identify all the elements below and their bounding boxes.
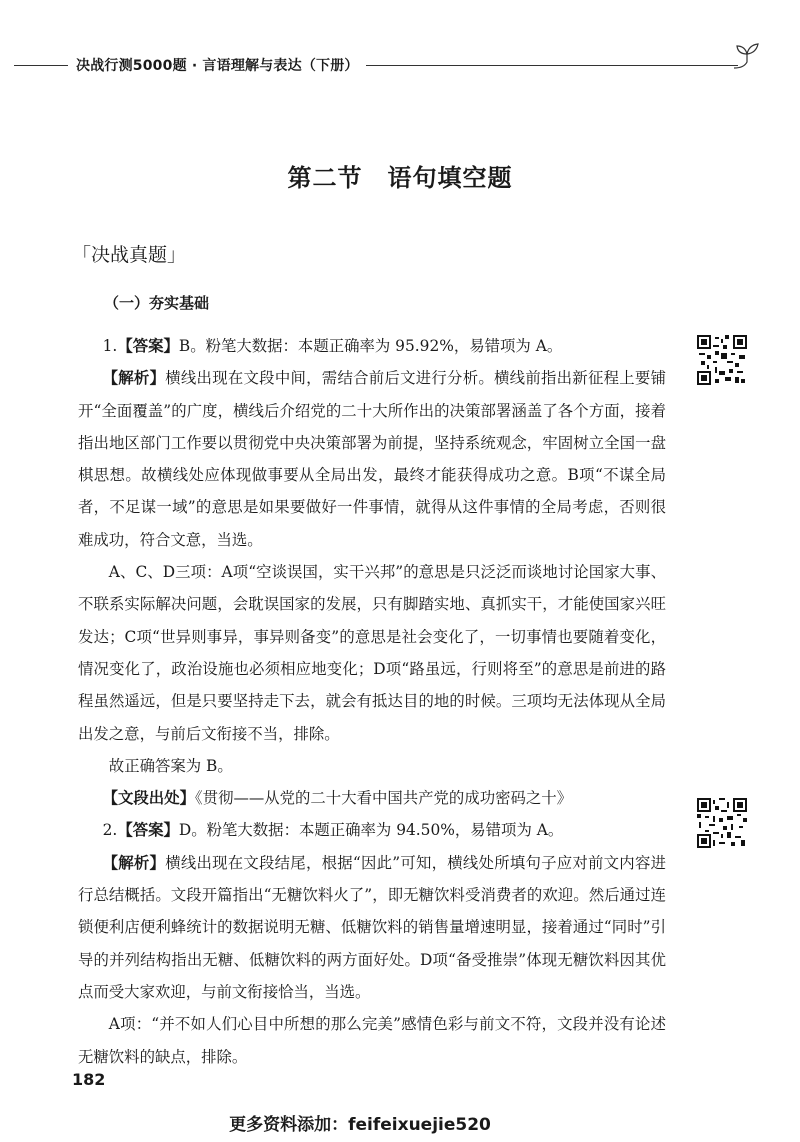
header-title: 决战行测5000题 · 言语理解与表达（下册） bbox=[76, 58, 359, 74]
q1-answer bbox=[78, 330, 666, 362]
q1-number: 1. bbox=[102, 337, 118, 355]
q2-answer bbox=[78, 814, 666, 846]
section-title: 第二节 语句填空题 bbox=[287, 164, 513, 192]
block-heading: 「决战真题」 bbox=[72, 244, 187, 266]
q1-paragraph-2: A、C、D三项：A项“空谈误国，实干兴邦”的意思是只泛泛而谈地讨论国家大事、不联系实际解决问题，会耽误国家的发展，只有脚踏实地、真抓实干，才能使国家兴旺发达；C项“世异则事异，事异则备变”的意思是社会变化了，一切事情也要随着变化，情况变化了，政治设施也必须相应地变化；D项“路虽远，行则将至”的意思是前进的路程虽然遥远，但是只要坚持走下去，就会有抵达目的地的时候。三项均无法体现从全局出发之意，与前后文衔接不当，排除。 bbox=[78, 563, 666, 743]
q1-analysis bbox=[78, 362, 666, 556]
q1-source-tag: 【文段出处】 bbox=[102, 789, 195, 808]
qr-code-icon[interactable] bbox=[697, 335, 747, 385]
q2-answer-text: D。粉笔大数据：本题正确率为 94.50%，易错项为 A。 bbox=[178, 821, 564, 840]
qr-code-icon[interactable] bbox=[697, 798, 747, 848]
sub-heading: （一）夯实基础 bbox=[104, 294, 210, 312]
body-text bbox=[78, 330, 666, 1073]
q2-analysis-text: 横线出现在文段结尾，根据“因此”可知，横线处所填句子应对前文内容进行总结概括。文段开篇指出“无糖饮料火了”，即无糖饮料受消费者的欢迎。然后通过连锁便利店便利蜂统计的数据说明无糖、低糖饮料的销售量增速明显，接着通过“同时”引导的并列结构指出无糖、低糖饮料的两方面好处。D项“备受推崇”体现无糖饮料因其优点而受大家欢迎，与前文衔接恰当，当选。 bbox=[78, 853, 666, 1001]
q1-analysis-tag: 【解析】 bbox=[102, 369, 166, 388]
q1-answer-text: B。粉笔大数据：本题正确率为 95.92%，易错项为 A。 bbox=[178, 337, 563, 355]
q2-analysis-tag: 【解析】 bbox=[102, 853, 166, 872]
q2-number: 2. bbox=[102, 821, 118, 840]
q1-answer-tag: 【答案】 bbox=[117, 337, 179, 355]
header-rule-right bbox=[366, 65, 738, 66]
q2-analysis bbox=[78, 847, 666, 1008]
sprout-icon bbox=[730, 40, 764, 70]
q1-source bbox=[78, 782, 666, 814]
header-rule-left bbox=[14, 65, 68, 66]
page-number: 182 bbox=[72, 1070, 106, 1089]
q2-answer-tag: 【答案】 bbox=[117, 821, 179, 840]
q1-conclusion: 故正确答案为 B。 bbox=[108, 756, 233, 775]
running-header bbox=[14, 54, 764, 78]
q1-source-text: 《贯彻——从党的二十大看中国共产党的成功密码之十》 bbox=[194, 789, 573, 808]
watermark-text: 更多资料添加：feifeixuejie520 bbox=[229, 1115, 491, 1135]
q1-analysis-text: 横线出现在文段中间，需结合前后文进行分析。横线前指出新征程上要铺开“全面覆盖”的广度，横线后介绍党的二十大所作出的决策部署涵盖了各个方面，接着指出地区部门工作要以贯彻党中央决策部署为前提，坚持系统观念，牢固树立全国一盘棋思想。故横线处应体现做事要从全局出发，最终才能获得成功之意。B项“不谋全局者，不足谋一域”的意思是如果要做好一件事情，就得从这件事情的全局考虑，否则很难成功，符合文意，当选。 bbox=[78, 369, 666, 549]
q2-paragraph-2: A项：“并不如人们心目中所想的那么完美”感情色彩与前文不符，文段并没有论述无糖饮料的缺点，排除。 bbox=[78, 1015, 666, 1066]
